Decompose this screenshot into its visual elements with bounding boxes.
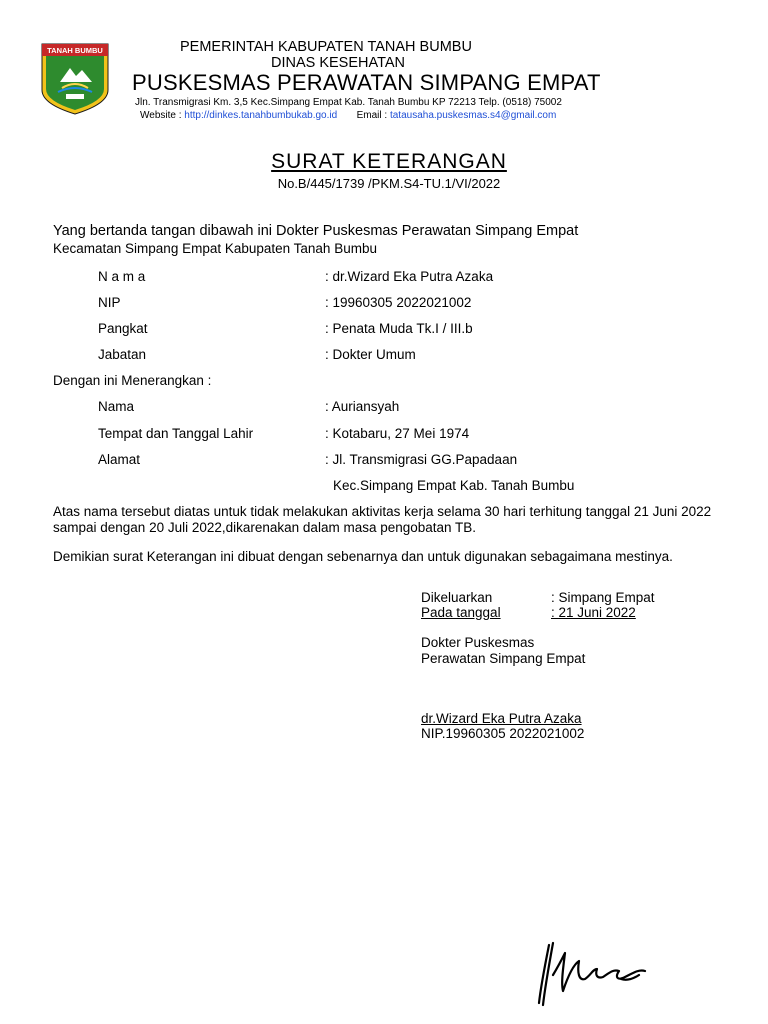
subject-address-continued: Kec.Simpang Empat Kab. Tanah Bumbu <box>333 478 575 493</box>
statement-paragraph: Atas nama tersebut diatas untuk tidak melakukan aktivitas kerja selama 30 hari terhitung tanggal 21 Juni 2022 sampai dengan 20 Juli 2022,dikarenakan dalam masa pengobatan TB. <box>53 504 712 535</box>
signer-title-line-1: Dokter Puskesmas <box>421 635 535 650</box>
regency-logo <box>40 42 110 116</box>
issued-place-label: Dikeluarkan <box>421 590 493 605</box>
email-link[interactable]: tatausaha.puskesmas.s4@gmail.com <box>389 110 557 121</box>
signer-nip-value: : 19960305 2022021002 <box>325 295 472 310</box>
handwritten-signature <box>535 935 650 1010</box>
website-link[interactable]: http://dinkes.tanahbumbukab.go.id <box>184 110 338 121</box>
header-contacts <box>140 110 556 121</box>
issued-place-value: : Simpang Empat <box>551 590 655 605</box>
header-department: DINAS KESEHATAN <box>271 55 406 71</box>
signer-nip: NIP.19960305 2022021002 <box>421 726 585 741</box>
subject-birth-label: Tempat dan Tanggal Lahir <box>98 426 254 441</box>
subject-address-value: : Jl. Transmigrasi GG.Papadaan <box>325 452 518 467</box>
regency-crest-icon <box>40 42 110 116</box>
logo-text: TANAH BUMBU <box>47 46 103 55</box>
signer-position-label: Jabatan <box>98 347 147 362</box>
issued-date-value: : 21 Juni 2022 <box>551 605 636 620</box>
issued-date-label: Pada tanggal <box>421 605 501 620</box>
header-government: PEMERINTAH KABUPATEN TANAH BUMBU <box>180 39 472 55</box>
signer-name: dr.Wizard Eka Putra Azaka <box>421 711 582 726</box>
intro-line-1: Yang bertanda tangan dibawah ini Dokter Puskesmas Perawatan Simpang Empat <box>53 223 579 239</box>
subject-birth-value: : Kotabaru, 27 Mei 1974 <box>325 426 470 441</box>
letter-title <box>0 150 768 174</box>
letter-number: No.B/445/1739 /PKM.S4-TU.1/VI/2022 <box>277 176 501 191</box>
intro-line-2: Kecamatan Simpang Empat Kabupaten Tanah Bumbu <box>53 241 377 256</box>
signer-name-label: N a m a <box>98 269 146 284</box>
signer-position-value: : Dokter Umum <box>325 347 416 362</box>
subject-name-label: Nama <box>98 399 135 414</box>
signer-rank-value: : Penata Muda Tk.I / III.b <box>325 321 473 336</box>
header-address: Jln. Transmigrasi Km. 3,5 Kec.Simpang Empat Kab. Tanah Bumbu KP 72213 Telp. (0518) 75002 <box>135 97 562 108</box>
signer-rank-label: Pangkat <box>98 321 148 336</box>
subject-name-value: : Auriansyah <box>325 399 400 414</box>
signer-nip-label: NIP <box>98 295 121 310</box>
header-institution: PUSKESMAS PERAWATAN SIMPANG EMPAT <box>132 70 601 95</box>
website-label: Website : <box>140 110 182 121</box>
closing-paragraph: Demikian surat Keterangan ini dibuat dengan sebenarnya dan untuk digunakan sebagaimana mestinya. <box>53 549 673 564</box>
subject-address-label: Alamat <box>98 452 141 467</box>
signer-title-line-2: Perawatan Simpang Empat <box>421 651 586 666</box>
signer-name-value: : dr.Wizard Eka Putra Azaka <box>325 269 494 284</box>
letter-title-text: SURAT KETERANGAN <box>271 150 507 173</box>
declare-line: Dengan ini Menerangkan : <box>53 373 212 388</box>
email-label: Email : <box>356 110 388 121</box>
